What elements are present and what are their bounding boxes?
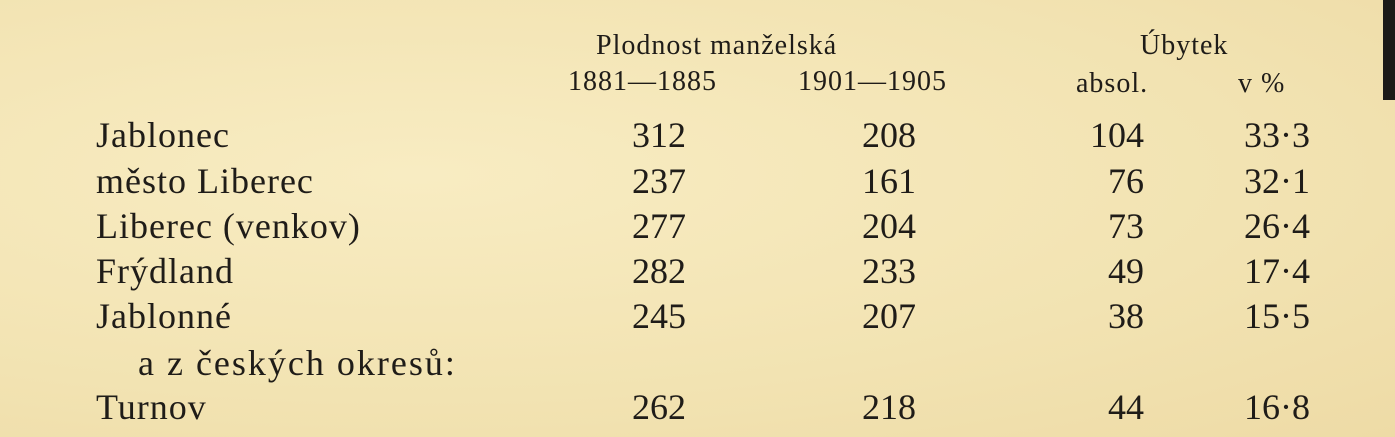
cell-p2: 161: [862, 161, 916, 201]
page-edge-shadow: [1383, 0, 1395, 100]
cell-absol: 44: [1108, 387, 1144, 427]
cell-pct: 16·8: [1244, 387, 1310, 427]
cell-absol: 104: [1090, 115, 1144, 155]
cell-absol: 49: [1108, 251, 1144, 291]
cell-pct: 17·4: [1244, 251, 1310, 291]
row-label: město Liberec: [96, 161, 314, 201]
row-label: Liberec (venkov): [96, 206, 361, 246]
cell-p1: 277: [632, 206, 686, 246]
header-pct: v %: [1238, 68, 1286, 99]
cell-pct: 26·4: [1244, 206, 1310, 246]
cell-absol: 38: [1108, 296, 1144, 336]
header-ubytek: Úbytek: [1140, 30, 1229, 61]
cell-p2: 204: [862, 206, 916, 246]
cell-p2: 208: [862, 115, 916, 155]
cell-p2: 207: [862, 296, 916, 336]
header-absol: absol.: [1076, 68, 1149, 99]
header-period-1901: 1901—1905: [798, 66, 947, 97]
cell-pct: 32·1: [1244, 161, 1310, 201]
cell-p2: 233: [862, 251, 916, 291]
row-label: Frýdland: [96, 251, 234, 291]
row-label: Turnov: [96, 387, 207, 427]
cell-pct: 15·5: [1244, 296, 1310, 336]
cell-p1: 237: [632, 161, 686, 201]
cell-p2: 218: [862, 387, 916, 427]
cell-p1: 262: [632, 387, 686, 427]
row-label: Jablonec: [96, 115, 230, 155]
cell-absol: 76: [1108, 161, 1144, 201]
cell-pct: 33·3: [1244, 115, 1310, 155]
header-period-1881: 1881—1885: [568, 66, 717, 97]
cell-p1: 312: [632, 115, 686, 155]
header-plodnost: Plodnost manželská: [596, 30, 838, 61]
section-note: a z českých okresů:: [138, 343, 457, 383]
cell-absol: 73: [1108, 206, 1144, 246]
cell-p1: 245: [632, 296, 686, 336]
cell-p1: 282: [632, 251, 686, 291]
row-label: Jablonné: [96, 296, 232, 336]
